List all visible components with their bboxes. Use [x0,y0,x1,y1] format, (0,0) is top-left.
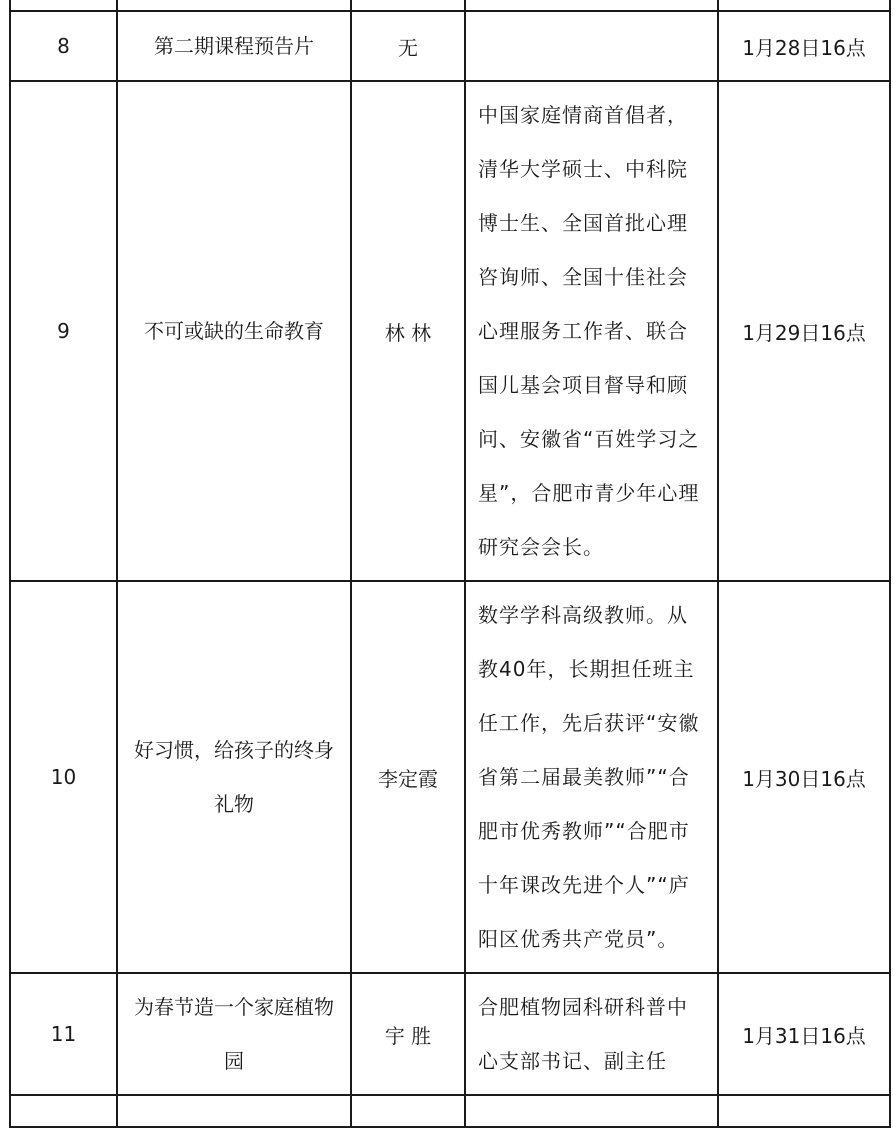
row-number: 9 [10,81,117,581]
broadcast-time: 1月31日16点 [718,973,890,1095]
broadcast-time: 1月29日16点 [718,81,890,581]
speaker-bio [465,11,718,81]
course-title: 第二期课程预告片 [117,11,351,81]
broadcast-time: 1月28日16点 [718,11,890,81]
speaker-bio: 数学学科高级教师。从教40年，长期担任班主任工作，先后获评“安徽省第二届最美教师”“合肥市优秀教师”“合肥市十年课改先进个人”“庐阳区优秀共产党员”。 [465,581,718,973]
speaker-name: 宇 胜 [351,973,465,1095]
course-title: 为春节造一个家庭植物园 [117,973,351,1095]
course-title: 不可或缺的生命教育 [117,81,351,581]
table-row [10,11,890,81]
speaker-name: 林 林 [351,81,465,581]
speaker-bio: 合肥植物园科研科普中心支部书记、副主任 [465,973,718,1095]
table-row-partial-bottom [10,1095,890,1127]
table-row [10,81,890,581]
table-row [10,581,890,973]
table-row [10,973,890,1095]
speaker-bio: 中国家庭情商首倡者，清华大学硕士、中科院博士生、全国首批心理咨询师、全国十佳社会心理服务工作者、联合国儿基会项目督导和顾问、安徽省“百姓学习之星”，合肥市青少年心理研究会会长。 [465,81,718,581]
table-row-partial-top [10,0,890,11]
speaker-name: 李定霞 [351,581,465,973]
row-number: 8 [10,11,117,81]
speaker-name: 无 [351,11,465,81]
course-title: 好习惯，给孩子的终身礼物 [117,581,351,973]
row-number: 11 [10,973,117,1095]
broadcast-time: 1月30日16点 [718,581,890,973]
row-number: 10 [10,581,117,973]
course-schedule-table [9,0,891,1128]
